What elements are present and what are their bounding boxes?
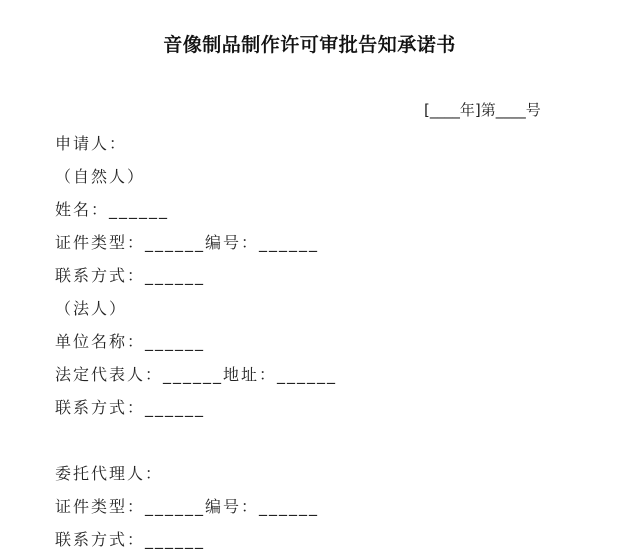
name-field-line: 姓名：______ <box>55 200 170 219</box>
contact-line: 联系方式：______ <box>55 266 206 285</box>
natural-person-heading: （自然人） <box>55 167 146 186</box>
agent-heading: 委托代理人： <box>55 464 164 483</box>
legal-contact-line: 联系方式：______ <box>55 398 206 417</box>
agent-id-type-number-line: 证件类型：______编号：______ <box>55 497 320 516</box>
document-number: [____年]第____号 <box>424 101 541 119</box>
id-type-number-line: 证件类型：______编号：______ <box>55 233 320 252</box>
agent-contact-line: 联系方式：______ <box>55 530 206 549</box>
applicant-heading: 申请人： <box>55 134 128 153</box>
organization-name-line: 单位名称：______ <box>55 332 206 351</box>
document-title: 音像制品制作许可审批告知承诺书 <box>163 34 456 56</box>
legal-person-heading: （法人） <box>55 299 128 318</box>
legal-rep-address-line: 法定代表人：______地址：______ <box>55 365 338 384</box>
